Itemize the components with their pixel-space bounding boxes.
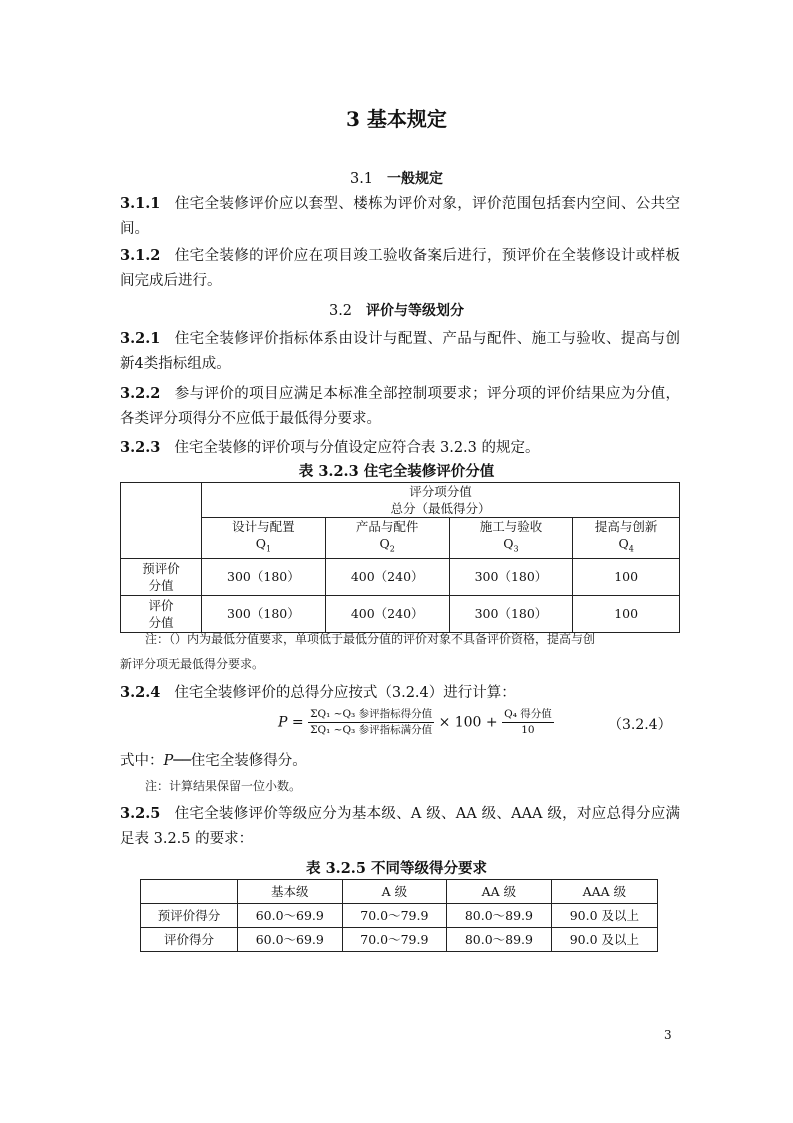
row-label <box>121 558 202 595</box>
table-header-cell: AAA 级 <box>551 880 657 904</box>
fraction-1-numerator: ΣQ₁ ~Q₃ 参评指标得分值 <box>308 708 434 723</box>
row-label-line-1: 预评价 <box>142 560 180 576</box>
q-subscript: 2 <box>389 544 395 554</box>
section-title: 一般规定 <box>387 171 444 187</box>
clause-number: 3.2.4 <box>120 684 161 701</box>
table-cell: 80.0～89.9 <box>447 904 552 928</box>
table-cell: 90.0 及以上 <box>551 928 657 952</box>
clause-text: 住宅全装修的评价项与分值设定应符合表 3.2.3 的规定。 <box>174 440 540 456</box>
column-name: 产品与配件 <box>355 519 419 534</box>
row-label: 预评价得分 <box>141 904 238 928</box>
column-header <box>325 518 449 559</box>
clause-text: 住宅全装修评价的总得分应按式（3.2.4）进行计算： <box>174 685 516 701</box>
table-3-2-5 <box>140 879 658 952</box>
clause-3-2-4 <box>120 680 680 706</box>
where-variable: P <box>163 753 174 769</box>
table-cell: 100 <box>573 558 680 595</box>
column-name: 设计与配置 <box>232 519 295 534</box>
clause-3-1-2 <box>120 243 680 294</box>
table-corner-cell <box>121 483 202 559</box>
clause-number: 3.2.1 <box>120 330 161 347</box>
column-header <box>202 518 326 559</box>
table-header-row <box>141 880 658 904</box>
table-cell: 300（180） <box>202 595 326 632</box>
column-name: 提高与创新 <box>594 519 658 534</box>
clause-number: 3.2.3 <box>120 439 161 456</box>
section-number: 3.1 <box>349 171 374 187</box>
clause-3-2-2 <box>120 381 680 432</box>
row-label-line-1: 评价 <box>148 597 174 613</box>
clause-text: 参与评价的项目应满足本标准全部控制项要求；评分项的评价结果应为分值，各类评分项得分不应低于最低得分要求。 <box>120 386 680 427</box>
column-symbol <box>326 535 449 558</box>
table-header-cell: 基本级 <box>238 880 343 904</box>
chapter-title: 3 基本规定 <box>346 107 447 131</box>
where-prefix: 式中： <box>120 753 164 769</box>
table-3-2-5-caption: 表 3.2.5 不同等级得分要求 <box>306 860 487 877</box>
where-definition: ──住宅全装修得分。 <box>173 753 307 769</box>
table-header-cell: AA 级 <box>447 880 552 904</box>
column-header <box>573 518 680 559</box>
fraction-1-denominator: ΣQ₁ ~Q₃ 参评指标满分值 <box>310 724 433 736</box>
table-cell: 70.0～79.9 <box>342 904 447 928</box>
table-cell: 300（180） <box>449 595 573 632</box>
fraction-1 <box>308 708 434 737</box>
clause-number: 3.2.5 <box>120 805 161 822</box>
formula-where <box>120 749 307 770</box>
table-cell: 300（180） <box>449 558 573 595</box>
fraction-2-denominator: 10 <box>521 724 535 736</box>
section-heading-3-1 <box>0 168 793 188</box>
clause-3-2-5 <box>120 801 680 852</box>
fraction-2 <box>502 708 554 737</box>
section-title: 评价与等级划分 <box>366 303 465 319</box>
section-number: 3.2 <box>328 303 353 319</box>
page-number: 3 <box>664 1028 672 1042</box>
clause-text: 住宅全装修评价等级应分为基本级、A 级、AA 级、AAA 级，对应总得分应满足表 3.2.5 的要求： <box>120 806 680 847</box>
table-row <box>141 928 658 952</box>
column-symbol <box>573 535 679 558</box>
table-row <box>121 595 680 632</box>
clause-text: 住宅全装修的评价应在项目竣工验收备案后进行，预评价在全装修设计或样板间完成后进行。 <box>120 248 680 289</box>
formula-equals: = <box>291 714 304 731</box>
table-cell: 400（240） <box>325 595 449 632</box>
table-note-line-1: 注：（）内为最低分值要求，单项低于最低分值的评价对象不具备评价资格，提高与创 <box>145 632 596 646</box>
q-symbol: Q <box>379 536 390 551</box>
table-3-2-3-caption: 表 3.2.3 住宅全装修评价分值 <box>298 463 495 480</box>
clause-text: 住宅全装修评价指标体系由设计与配置、产品与配件、施工与验收、提高与创新4类指标组成。 <box>120 331 680 372</box>
table-cell: 60.0～69.9 <box>238 928 343 952</box>
table-cell: 90.0 及以上 <box>551 904 657 928</box>
table-cell: 100 <box>573 595 680 632</box>
column-symbol <box>202 535 325 558</box>
section-heading-3-2 <box>0 300 793 320</box>
header-line-1: 评分项分值 <box>409 484 472 499</box>
clause-number: 3.1.2 <box>120 247 161 264</box>
formula-tag: （3.2.4） <box>608 717 672 733</box>
q-subscript: 4 <box>628 544 634 554</box>
formula-3-2-4 <box>278 708 554 737</box>
table-cell: 60.0～69.9 <box>238 904 343 928</box>
q-symbol: Q <box>503 536 514 551</box>
clause-3-2-3 <box>120 435 680 461</box>
table-header-group <box>202 483 680 518</box>
table-3-2-3 <box>120 482 680 633</box>
clause-text: 住宅全装修评价应以套型、楼栋为评价对象，评价范围包括套内空间、公共空间。 <box>120 196 680 237</box>
table-row <box>141 904 658 928</box>
q-symbol: Q <box>618 536 629 551</box>
q-symbol: Q <box>255 536 266 551</box>
table-cell: 300（180） <box>202 558 326 595</box>
table-header-cell <box>141 880 238 904</box>
formula-times: × 100 + <box>438 714 498 731</box>
row-label-line-2: 分值 <box>148 577 174 593</box>
q-subscript: 1 <box>265 544 272 554</box>
column-symbol <box>450 535 573 558</box>
table-row <box>121 558 680 595</box>
clause-3-1-1 <box>120 191 680 242</box>
table-note-line-2: 新评分项无最低得分要求。 <box>120 657 265 671</box>
calc-note: 注：计算结果保留一位小数。 <box>145 779 302 793</box>
column-header <box>449 518 573 559</box>
row-label-line-2: 分值 <box>148 614 174 630</box>
fraction-2-numerator: Q₄ 得分值 <box>502 708 554 723</box>
table-cell: 80.0～89.9 <box>447 928 552 952</box>
q-subscript: 3 <box>513 544 519 554</box>
clause-number: 3.1.1 <box>120 195 161 212</box>
clause-3-2-1 <box>120 326 680 377</box>
row-label: 评价得分 <box>141 928 238 952</box>
row-label <box>121 595 202 632</box>
column-name: 施工与验收 <box>479 519 543 534</box>
table-cell: 70.0～79.9 <box>342 928 447 952</box>
table-cell: 400（240） <box>325 558 449 595</box>
header-line-2: 总分（最低得分） <box>390 501 491 516</box>
clause-number: 3.2.2 <box>120 385 161 402</box>
table-header-cell: A 级 <box>342 880 447 904</box>
formula-lhs: P <box>278 714 288 731</box>
